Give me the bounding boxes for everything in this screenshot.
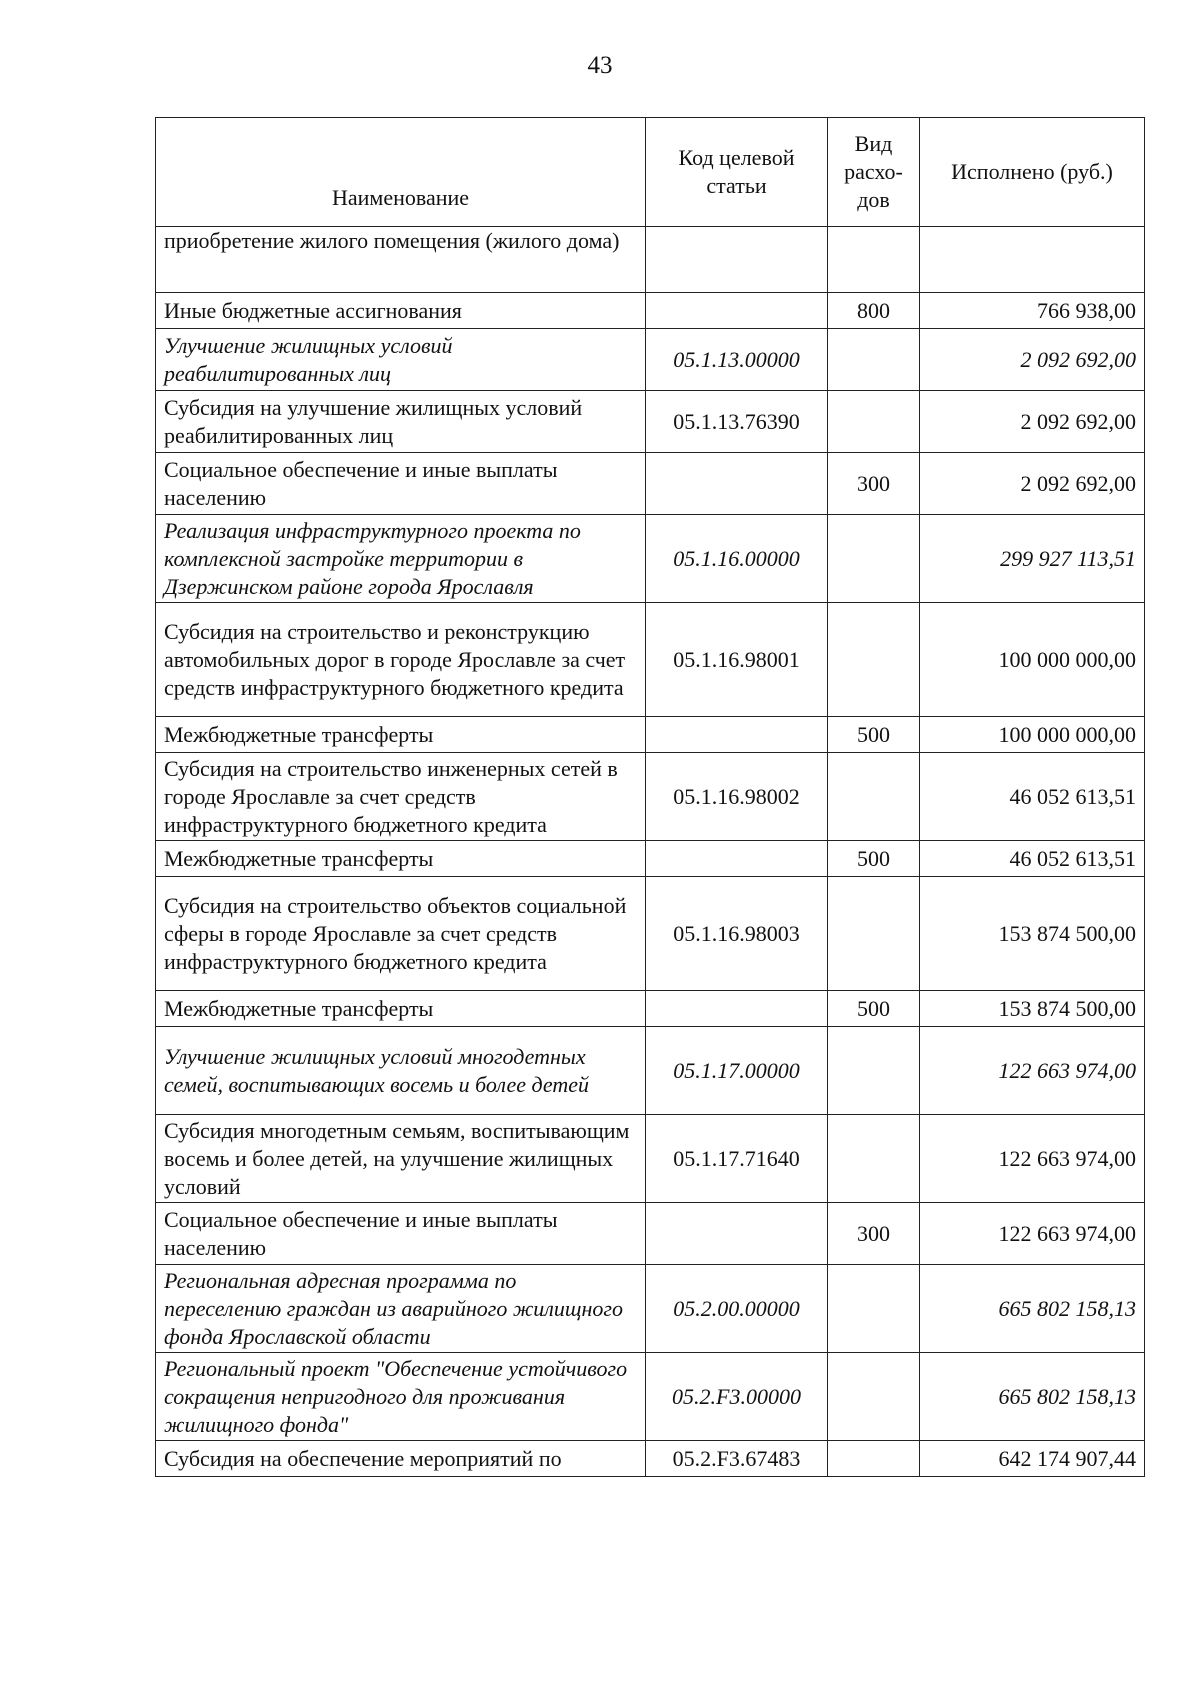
row-type-cell — [828, 515, 920, 603]
row-type-cell: 800 — [828, 293, 920, 329]
header-type: Вид расхо-дов — [828, 118, 920, 227]
row-code-cell: 05.1.13.76390 — [646, 391, 828, 453]
row-code-cell: 05.1.17.00000 — [646, 1027, 828, 1115]
row-name-cell: Улучшение жилищных условий многодетных семей, воспитывающих восемь и более детей — [156, 1027, 646, 1115]
row-name-cell: Социальное обеспечение и иные выплаты населению — [156, 453, 646, 515]
row-type-cell — [828, 1115, 920, 1203]
table-row — [156, 991, 1145, 1027]
row-amount-cell: 122 663 974,00 — [920, 1027, 1145, 1115]
row-amount-cell: 299 927 113,51 — [920, 515, 1145, 603]
row-name-cell: Субсидия на улучшение жилищных условий реабилитированных лиц — [156, 391, 646, 453]
row-code-cell: 05.1.16.98002 — [646, 753, 828, 841]
row-name-cell: Межбюджетные трансферты — [156, 841, 646, 877]
row-type-cell — [828, 1265, 920, 1353]
row-name-cell: Межбюджетные трансферты — [156, 991, 646, 1027]
row-code-cell — [646, 991, 828, 1027]
row-code-cell: 05.1.16.00000 — [646, 515, 828, 603]
table-row — [156, 1353, 1145, 1441]
row-type-cell — [828, 1441, 920, 1477]
table-row — [156, 1265, 1145, 1353]
row-code-cell — [646, 293, 828, 329]
row-amount-cell: 766 938,00 — [920, 293, 1145, 329]
row-amount-cell: 665 802 158,13 — [920, 1353, 1145, 1441]
row-name-cell: Субсидия на строительство объектов социальной сферы в городе Ярославле за счет средств инфраструктурного бюджетного кредита — [156, 877, 646, 991]
table-row — [156, 1115, 1145, 1203]
row-type-cell: 500 — [828, 841, 920, 877]
row-type-cell: 300 — [828, 453, 920, 515]
row-code-cell — [646, 227, 828, 293]
row-type-cell — [828, 1353, 920, 1441]
row-code-cell: 05.1.16.98001 — [646, 603, 828, 717]
row-type-cell — [828, 1027, 920, 1115]
row-type-cell — [828, 391, 920, 453]
table-row — [156, 717, 1145, 753]
table-row — [156, 515, 1145, 603]
row-code-cell: 05.1.13.00000 — [646, 329, 828, 391]
table-row — [156, 391, 1145, 453]
row-name-cell: Региональная адресная программа по переселению граждан из аварийного жилищного фонда Ярославской области — [156, 1265, 646, 1353]
row-amount-cell: 642 174 907,44 — [920, 1441, 1145, 1477]
row-amount-cell: 2 092 692,00 — [920, 391, 1145, 453]
row-code-cell: 05.2.00.00000 — [646, 1265, 828, 1353]
row-amount-cell: 46 052 613,51 — [920, 753, 1145, 841]
row-type-cell — [828, 753, 920, 841]
row-amount-cell: 100 000 000,00 — [920, 717, 1145, 753]
table-row — [156, 329, 1145, 391]
row-code-cell — [646, 453, 828, 515]
row-name-cell: Улучшение жилищных условий реабилитированных лиц — [156, 329, 646, 391]
header-name: Наименование — [156, 118, 646, 227]
row-name-cell: Социальное обеспечение и иные выплаты населению — [156, 1203, 646, 1265]
row-type-cell: 300 — [828, 1203, 920, 1265]
row-type-cell: 500 — [828, 991, 920, 1027]
budget-table — [155, 117, 1145, 1477]
row-amount-cell: 122 663 974,00 — [920, 1203, 1145, 1265]
row-name-cell: Региональный проект "Обеспечение устойчивого сокращения непригодного для проживания жилищного фонда" — [156, 1353, 646, 1441]
page-number: 43 — [587, 52, 613, 79]
table-row — [156, 227, 1145, 293]
row-name-cell: Межбюджетные трансферты — [156, 717, 646, 753]
table-row — [156, 877, 1145, 991]
header-amount: Исполнено (руб.) — [920, 118, 1145, 227]
row-type-cell — [828, 603, 920, 717]
row-type-cell — [828, 329, 920, 391]
row-amount-cell: 2 092 692,00 — [920, 453, 1145, 515]
row-amount-cell: 665 802 158,13 — [920, 1265, 1145, 1353]
row-type-cell — [828, 877, 920, 991]
row-name-cell: Субсидия на обеспечение мероприятий по — [156, 1441, 646, 1477]
row-amount-cell: 153 874 500,00 — [920, 991, 1145, 1027]
row-code-cell — [646, 1203, 828, 1265]
table-header-row — [156, 118, 1145, 227]
row-name-cell: Иные бюджетные ассигнования — [156, 293, 646, 329]
table-row — [156, 841, 1145, 877]
table-row — [156, 293, 1145, 329]
row-amount-cell — [920, 227, 1145, 293]
table-row — [156, 753, 1145, 841]
row-code-cell: 05.2.F3.00000 — [646, 1353, 828, 1441]
row-type-cell: 500 — [828, 717, 920, 753]
table-row — [156, 453, 1145, 515]
row-amount-cell: 153 874 500,00 — [920, 877, 1145, 991]
row-code-cell: 05.2.F3.67483 — [646, 1441, 828, 1477]
row-name-cell: приобретение жилого помещения (жилого дома) — [156, 227, 646, 293]
table-row — [156, 1441, 1145, 1477]
row-amount-cell: 122 663 974,00 — [920, 1115, 1145, 1203]
table-row — [156, 1027, 1145, 1115]
row-name-cell: Субсидия многодетным семьям, воспитывающим восемь и более детей, на улучшение жилищных условий — [156, 1115, 646, 1203]
table-row — [156, 603, 1145, 717]
row-code-cell — [646, 717, 828, 753]
row-code-cell: 05.1.17.71640 — [646, 1115, 828, 1203]
row-type-cell — [828, 227, 920, 293]
row-amount-cell: 46 052 613,51 — [920, 841, 1145, 877]
row-amount-cell: 2 092 692,00 — [920, 329, 1145, 391]
row-code-cell: 05.1.16.98003 — [646, 877, 828, 991]
header-code: Код целевой статьи — [646, 118, 828, 227]
row-name-cell: Субсидия на строительство инженерных сетей в городе Ярославле за счет средств инфраструктурного бюджетного кредита — [156, 753, 646, 841]
row-code-cell — [646, 841, 828, 877]
row-amount-cell: 100 000 000,00 — [920, 603, 1145, 717]
table-row — [156, 1203, 1145, 1265]
row-name-cell: Субсидия на строительство и реконструкцию автомобильных дорог в городе Ярославле за счет средств инфраструктурного бюджетного кредита — [156, 603, 646, 717]
row-name-cell: Реализация инфраструктурного проекта по комплексной застройке территории в Дзержинском районе города Ярославля — [156, 515, 646, 603]
